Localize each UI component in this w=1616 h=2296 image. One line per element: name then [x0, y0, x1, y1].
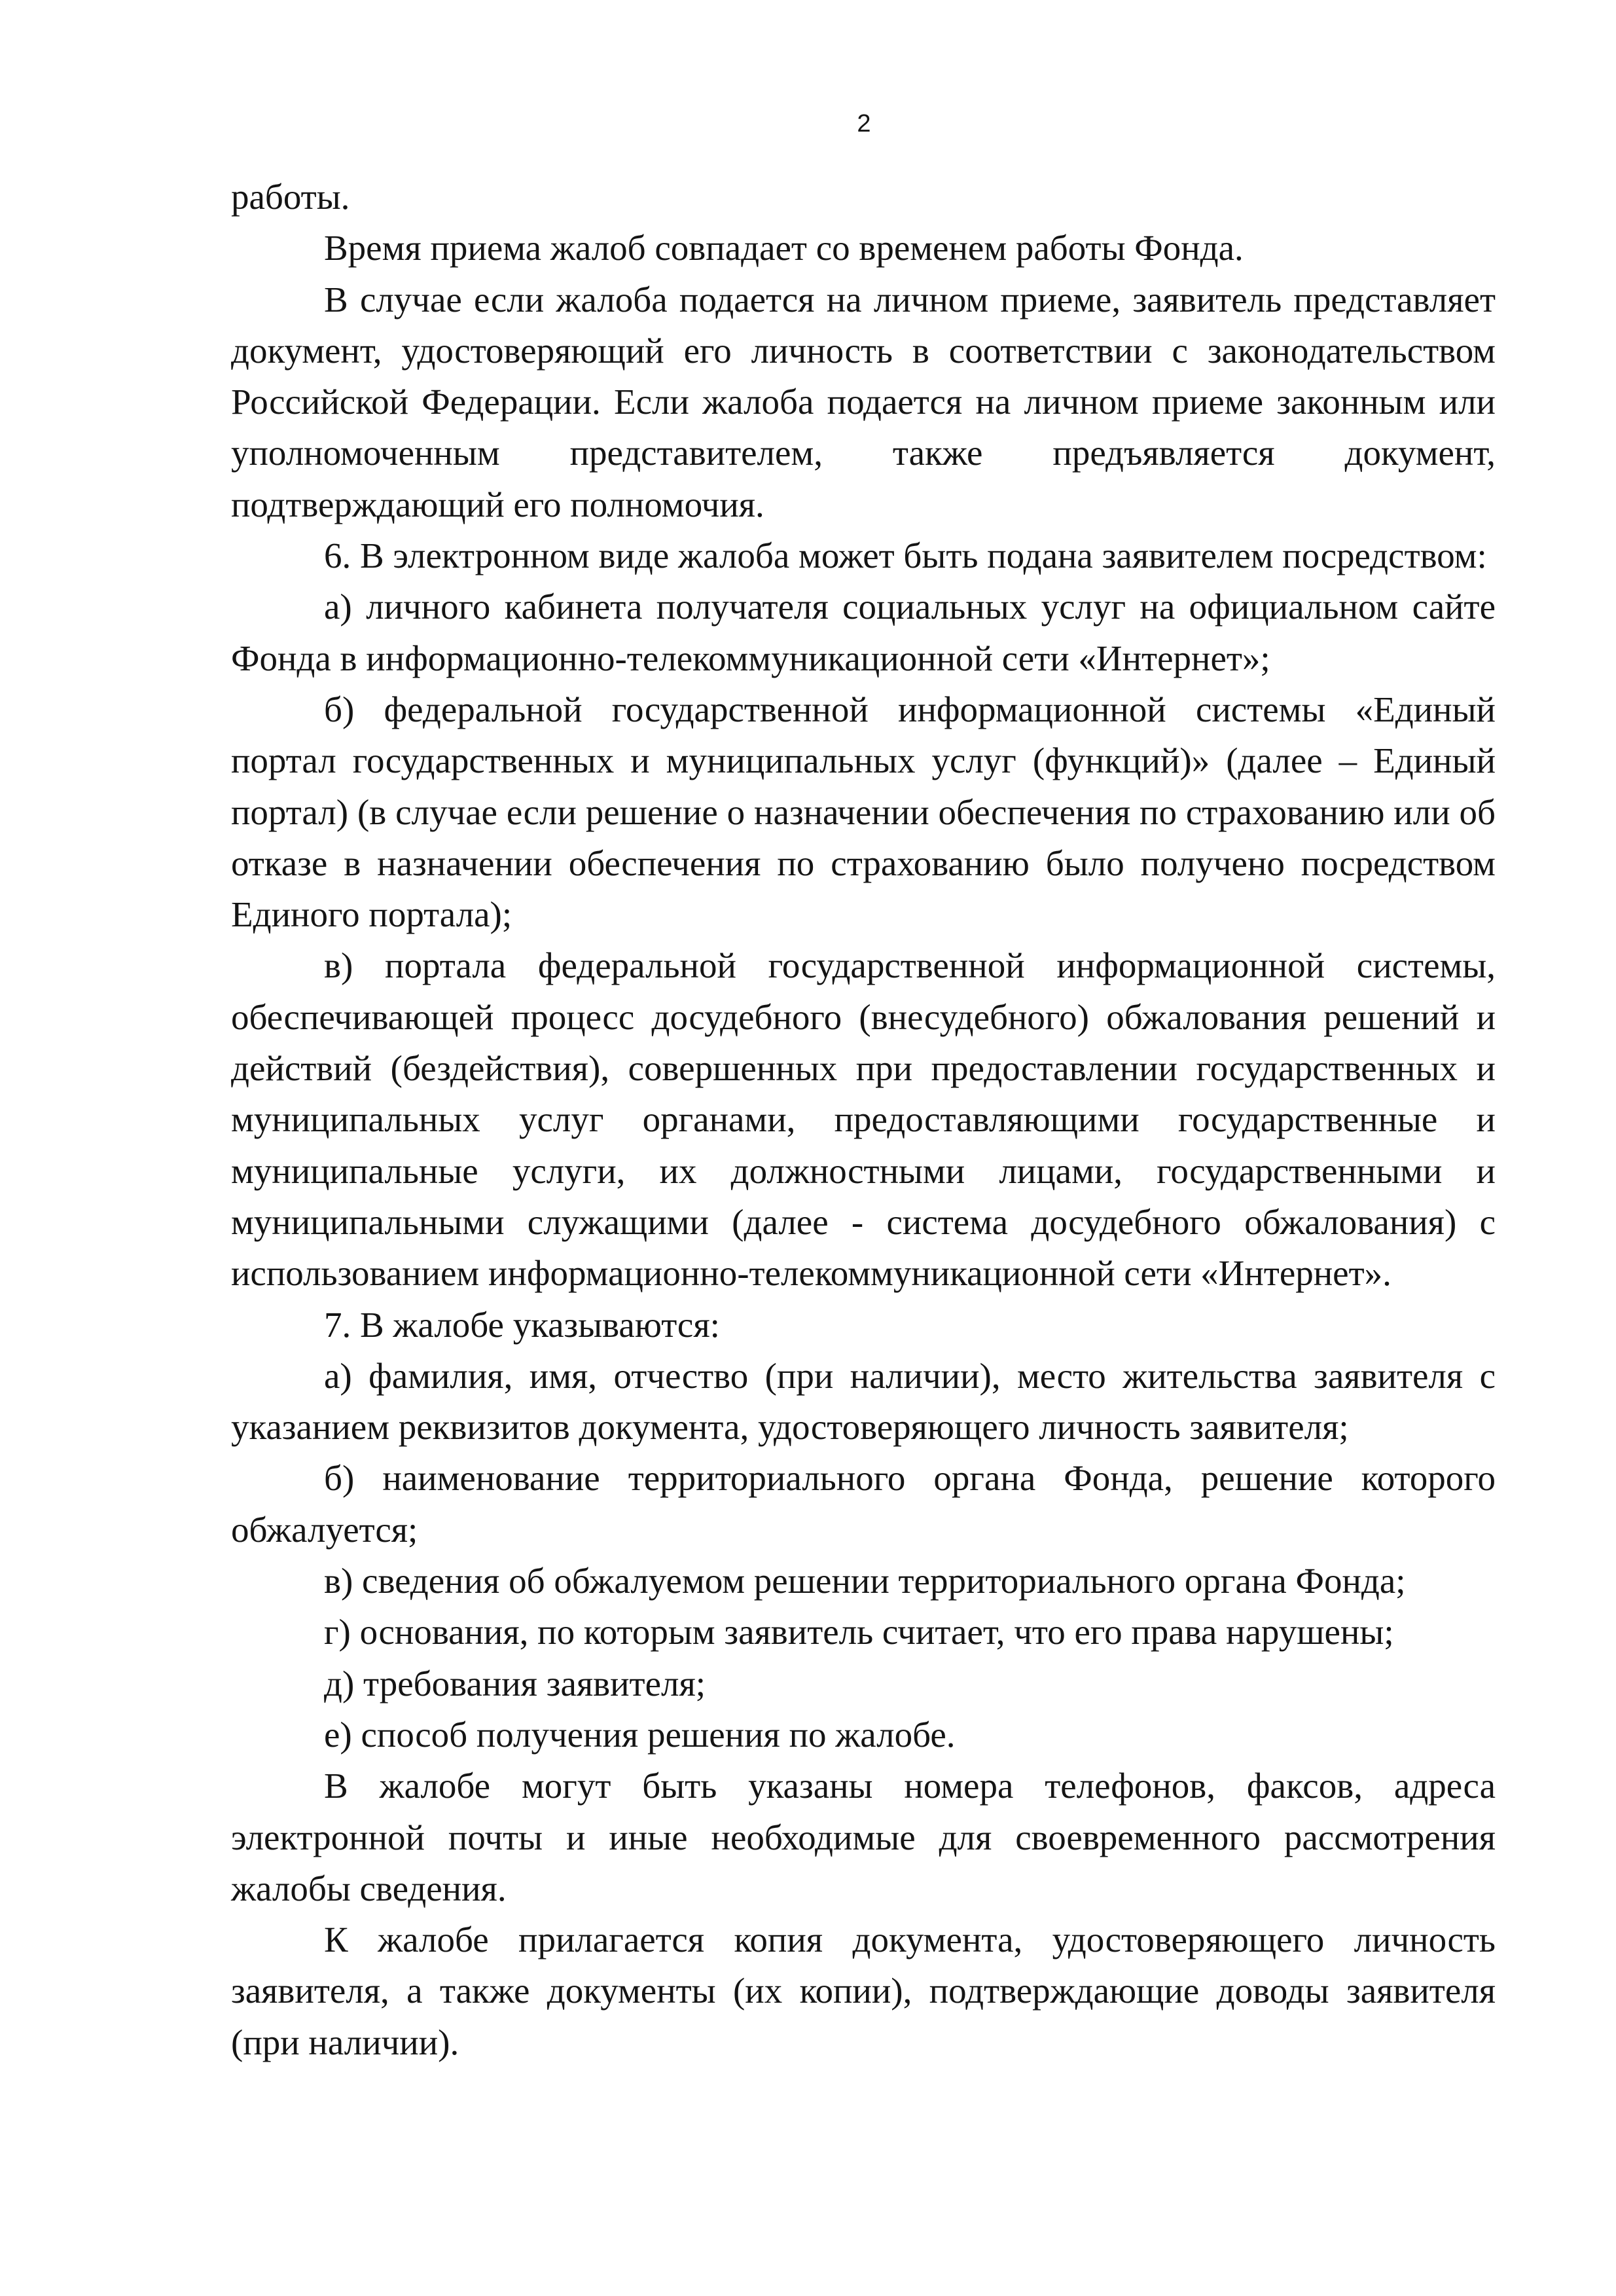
paragraph-continuation: работы.: [231, 177, 350, 217]
paragraph-item-7d: д) требования заявителя;: [324, 1663, 706, 1704]
paragraph-item-7: 7. В жалобе указываются:: [324, 1304, 720, 1345]
paragraph-reception-time: Время приема жалоб совпадает со временем работы Фонда.: [324, 228, 1244, 268]
page-number: 2: [857, 110, 871, 137]
paragraph-item-7b: б) наименование территориального органа Фонда, решение которого обжалуется;: [231, 1458, 1496, 1550]
paragraph-optional-contacts: В жалобе могут быть указаны номера телефонов, факсов, адреса электронной почты и иные необходимые для своевременного рассмотрения жалобы сведения.: [231, 1766, 1496, 1908]
paragraph-item-6: 6. В электронном виде жалоба может быть подана заявителем посредством:: [324, 536, 1487, 576]
paragraph-item-6a: а) личного кабинета получателя социальных услуг на официальном сайте Фонда в информационно-телекоммуникационной сети «Интернет»;: [231, 587, 1496, 678]
paragraph-item-6v: в) портала федеральной государственной информационной системы, обеспечивающей процесс досудебного (внесудебного) обжалования решений и действий (бездействия), совершенных при предоставлении государственных и муниципальных услуг органами, предоставляющими государственные и муниципальные услуги, их должностными лицами, государственными и муниципальными служащими (далее - система досудебного обжалования) с использованием информационно-телекоммуникационной сети «Интернет».: [231, 945, 1496, 1294]
paragraph-item-7g: г) основания, по которым заявитель считает, что его права нарушены;: [324, 1612, 1394, 1652]
paragraph-item-7v: в) сведения об обжалуемом решении территориального органа Фонда;: [324, 1561, 1406, 1601]
document-body: [231, 172, 1496, 2068]
paragraph-item-7a: а) фамилия, имя, отчество (при наличии), место жительства заявителя с указанием реквизитов документа, удостоверяющего личность заявителя;: [231, 1355, 1496, 1448]
paragraph-personal-reception: В случае если жалоба подается на личном приеме, заявитель представляет документ, удостоверяющий его личность в соответствии с законодательством Российской Федерации. Если жалоба подается на личном приеме законным или уполномоченным представителем, также предъявляется документ, подтверждающий его полномочия.: [231, 279, 1496, 524]
paragraph-attachments: К жалобе прилагается копия документа, удостоверяющего личность заявителя, а также документы (их копии), подтверждающие доводы заявителя (при наличии).: [231, 1920, 1496, 2062]
paragraph-item-7e: е) способ получения решения по жалобе.: [324, 1714, 956, 1755]
paragraph-item-6b: б) федеральной государственной информационной системы «Единый портал государственных и муниципальных услуг (функций)» (далее – Единый портал) (в случае если решение о назначении обеспечения по страхованию или об отказе в назначении обеспечения по страхованию было получено посредством Единого портала);: [231, 689, 1496, 935]
